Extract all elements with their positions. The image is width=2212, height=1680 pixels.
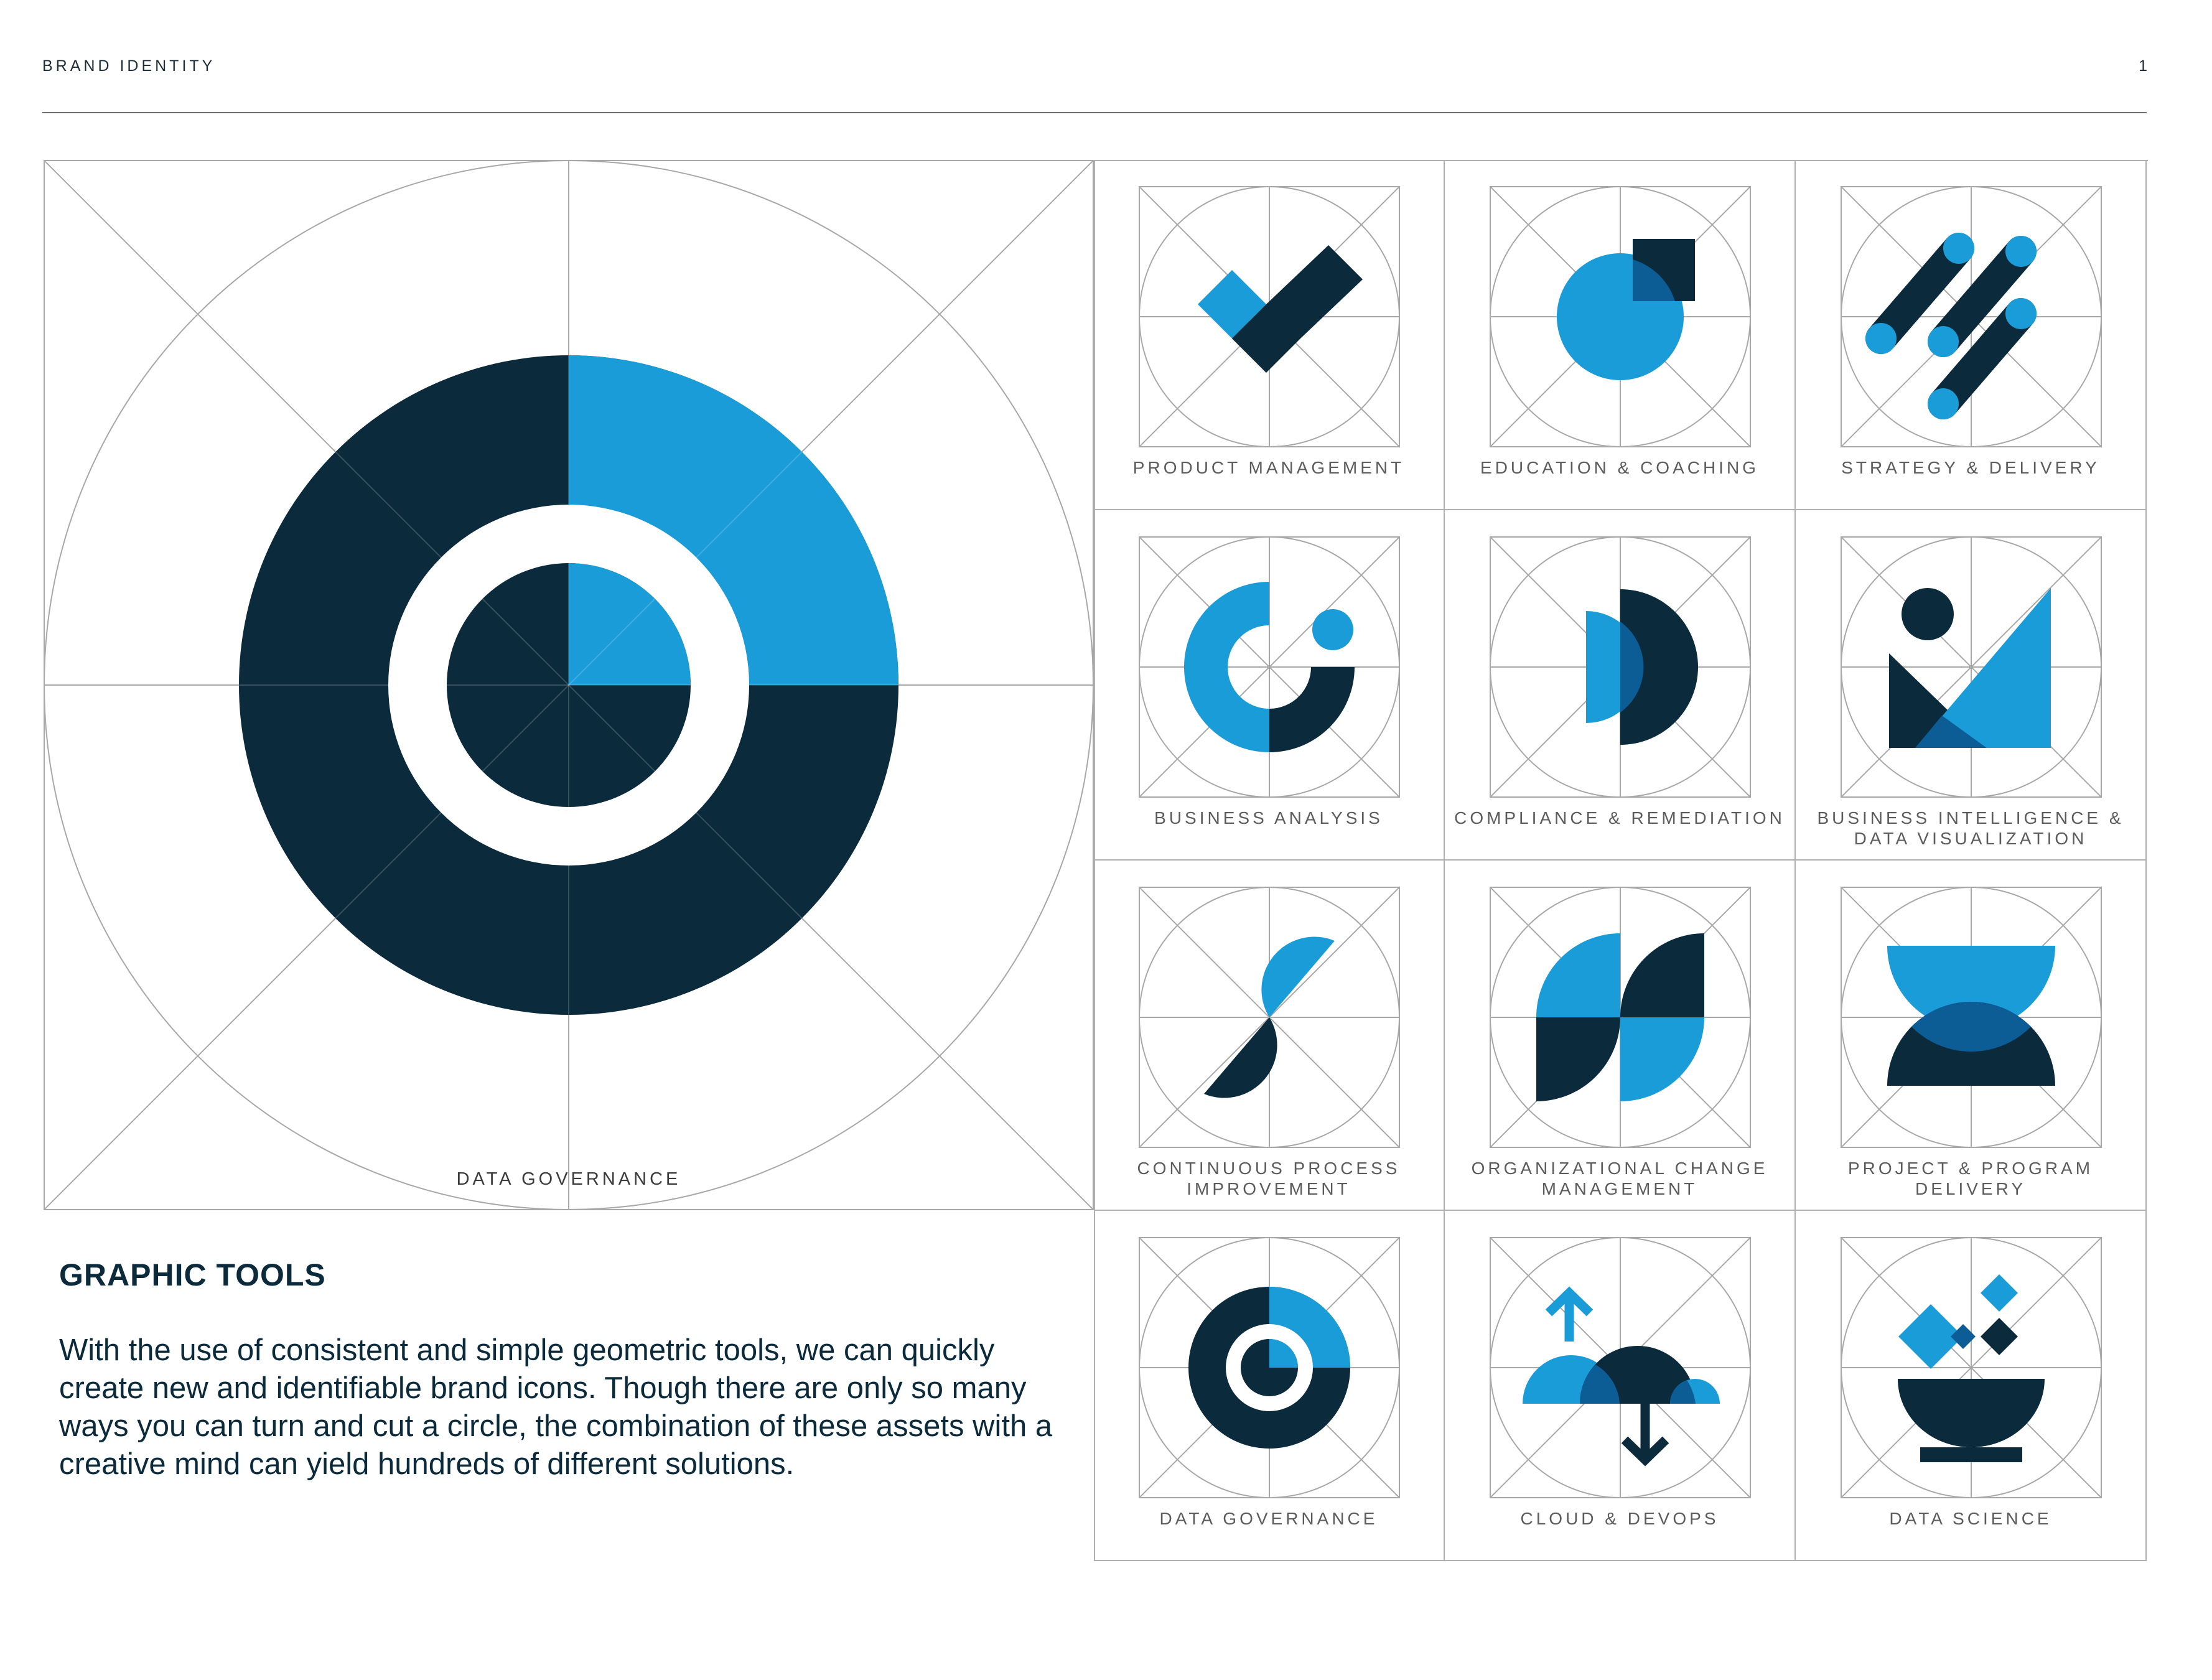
ring-dot-icon xyxy=(1139,536,1400,798)
icon-cell-compliance-remediation xyxy=(1445,510,1796,861)
icon-label: STRATEGY & DELIVERY xyxy=(1841,458,2100,477)
icon-cell-project-program xyxy=(1796,861,2147,1211)
icon-label: DATA GOVERNANCE xyxy=(1159,1509,1378,1528)
icon-cell-strategy-delivery xyxy=(1796,160,2147,510)
icon-label: EDUCATION & COACHING xyxy=(1480,458,1759,477)
grid-top-border xyxy=(1094,160,2148,161)
header-brand-identity: BRAND IDENTITY xyxy=(42,57,216,75)
header-rule xyxy=(42,112,2147,113)
hero-tile xyxy=(44,160,1094,1210)
check-icon xyxy=(1139,186,1400,447)
quarter-leaves-icon xyxy=(1490,887,1751,1148)
icon-cell-continuous-process xyxy=(1094,861,1445,1211)
icon-label: ORGANIZATIONAL CHANGE MANAGEMENT xyxy=(1471,1159,1768,1198)
icon-cell-data-science xyxy=(1796,1211,2147,1561)
icon-cell-business-intelligence xyxy=(1796,510,2147,861)
s-curve-icon xyxy=(1139,887,1400,1148)
icon-label: PRODUCT MANAGEMENT xyxy=(1132,458,1405,477)
icon-label: CLOUD & DEVOPS xyxy=(1520,1509,1719,1528)
grid-left-border xyxy=(1094,160,1095,1561)
section-body: With the use of consistent and simple geometric tools, we can quickly create new and identifiable brand icons. Though there are only so many ways you can turn and cut a circle, the combination of these assets with a creative mind can yield hundreds of different solutions. xyxy=(59,1333,1053,1481)
icon-label: CONTINUOUS PROCESS IMPROVEMENT xyxy=(1137,1159,1401,1198)
icon-label: BUSINESS INTELLIGENCE & DATA VISUALIZATION xyxy=(1817,808,2124,848)
icon-cell-cloud-devops xyxy=(1445,1211,1796,1561)
triangles-dot-icon xyxy=(1841,536,2102,798)
icon-label: DATA SCIENCE xyxy=(1889,1509,2052,1528)
icon-label: PROJECT & PROGRAM DELIVERY xyxy=(1847,1159,2094,1198)
data-governance-ring-icon xyxy=(44,160,1094,1210)
section-title: GRAPHIC TOOLS xyxy=(59,1258,326,1292)
icon-cell-organizational-change xyxy=(1445,861,1796,1211)
icon-label: COMPLIANCE & REMEDIATION xyxy=(1454,808,1785,828)
half-circles-icon xyxy=(1490,536,1751,798)
page-number: 1 xyxy=(2139,57,2147,75)
icon-label: BUSINESS ANALYSIS xyxy=(1154,808,1383,828)
data-governance-small-icon xyxy=(1139,1237,1400,1498)
icon-cell-product-management xyxy=(1094,160,1445,510)
diagonal-bars-icon xyxy=(1841,186,2102,447)
icon-cell-data-governance xyxy=(1094,1211,1445,1561)
cloud-arrows-icon xyxy=(1490,1237,1751,1498)
hourglass-icon xyxy=(1841,887,2102,1148)
circle-square-icon xyxy=(1490,186,1751,447)
hero-label: DATA GOVERNANCE xyxy=(456,1169,681,1189)
bowl-diamonds-icon xyxy=(1841,1237,2102,1498)
icon-grid xyxy=(1094,160,2148,1561)
icon-cell-business-analysis xyxy=(1094,510,1445,861)
icon-cell-education-coaching xyxy=(1445,160,1796,510)
